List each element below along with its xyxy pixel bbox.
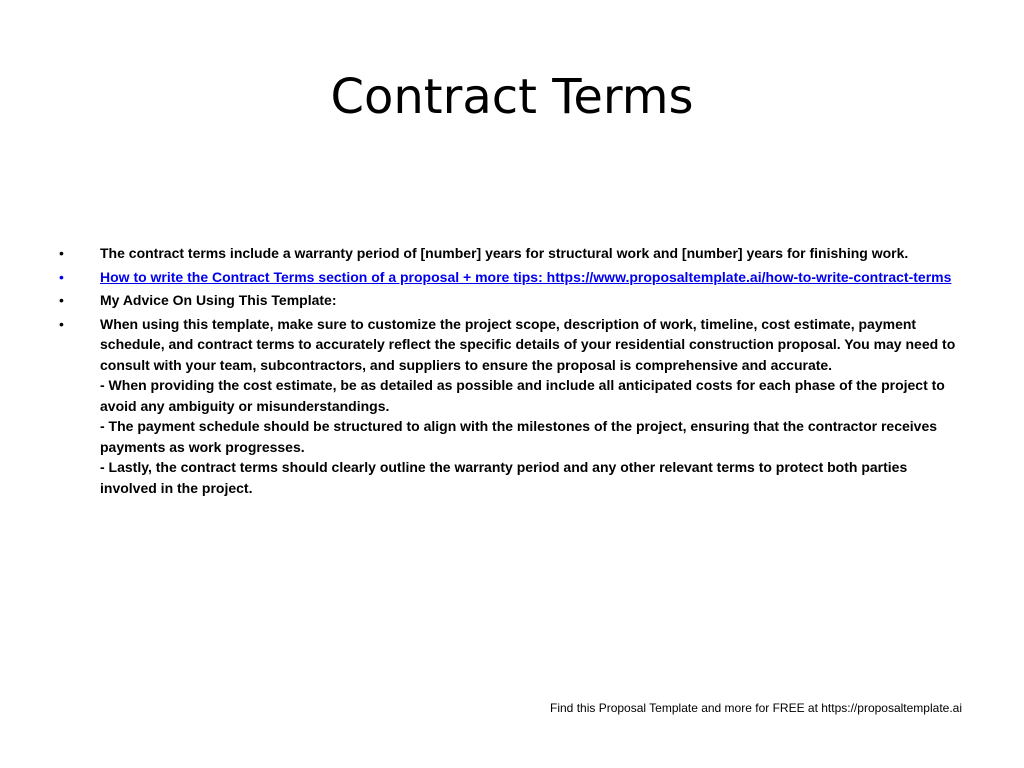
bullet-text: The contract terms include a warranty period of [number] years for structural work and [number] years for finishing work. <box>100 245 909 261</box>
advice-paragraph: When using this template, make sure to customize the project scope, description of work, timeline, cost estimate, payment schedule, and contract terms to accurately reflect the specific details of your residential construction proposal. You may need to consult with your team, subcontractors, and suppliers to ensure the proposal is comprehensive and accurate. <box>100 315 956 373</box>
bullet-item-advice-body <box>56 314 956 499</box>
bullet-dot-icon: • <box>59 315 64 332</box>
advice-cost-estimate: - When providing the cost estimate, be as detailed as possible and include all anticipated costs for each phase of the project to avoid any ambiguity or misunderstandings. <box>100 377 945 414</box>
bullet-item-warranty <box>56 243 956 264</box>
bullet-dot-icon: • <box>59 292 64 308</box>
footer-credit: Find this Proposal Template and more for FREE at https://proposaltemplate.ai <box>550 701 962 715</box>
advice-payment-schedule: - The payment schedule should be structured to align with the milestones of the project, ensuring that the contractor receives payments as work progresses. <box>100 418 938 455</box>
contract-terms-guide-link[interactable]: How to write the Contract Terms section of a proposal + more tips: https://www.proposaltemplate.ai/how-to-write-contract-terms <box>100 268 952 285</box>
advice-contract-terms: - Lastly, the contract terms should clearly outline the warranty period and any other relevant terms to protect both parties involved in the project. <box>100 459 908 496</box>
bullet-item-advice-heading <box>56 290 956 311</box>
bullet-list <box>56 243 956 501</box>
bullet-item-link <box>56 267 956 288</box>
bullet-text: My Advice On Using This Template: <box>100 292 337 308</box>
bullet-dot-icon: • <box>59 268 64 285</box>
slide-title: Contract Terms <box>330 69 694 125</box>
bullet-dot-icon: • <box>59 245 64 261</box>
